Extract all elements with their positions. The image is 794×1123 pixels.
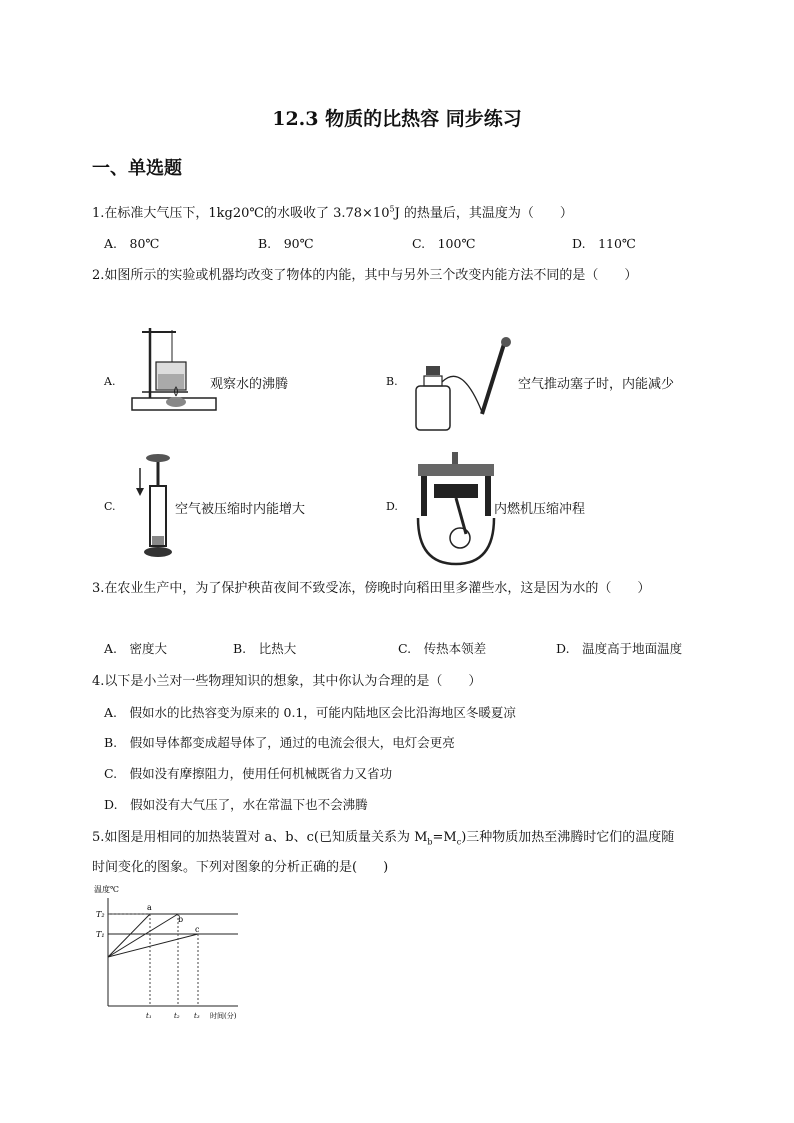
q2-option-d-caption: 内燃机压缩冲程 [494,502,586,517]
q4-option-b[interactable]: B. 假如导体都变成超导体了，通过的电流会很大，电灯会更亮 [104,735,455,750]
q2-option-c-caption: 空气被压缩时内能增大 [175,502,306,517]
q2-option-b-letter[interactable]: B. [386,375,398,388]
q3-option-d[interactable]: D. 温度高于地面温度 [556,641,683,656]
q1-option-b[interactable]: B. 90℃ [258,236,314,251]
q2-option-c-letter[interactable]: C. [104,500,116,513]
q2-option-d-letter[interactable]: D. [386,500,398,513]
boiling-apparatus-icon [128,322,218,414]
question-2-stem: 2.如图所示的实验或机器均改变了物体的内能，其中与另外三个改变内能方法不同的是（ ） [92,268,638,283]
curve-label-b: b [178,915,184,924]
q4-option-d[interactable]: D. 假如没有大气压了，水在常温下也不会沸腾 [104,797,368,812]
bottle-pump-icon [412,334,522,434]
graph-x-axis-label: 时间(分) [210,1012,237,1020]
q2-option-a-letter[interactable]: A. [104,375,116,388]
x-tick-t2: t₂ [174,1012,180,1020]
x-tick-t3: t₃ [194,1012,200,1020]
q4-option-a[interactable]: A. 假如水的比热容变为原来的 0.1，可能内陆地区会比沿海地区冬暖夏凉 [104,705,516,720]
question-4-stem: 4.以下是小兰对一些物理知识的想象，其中你认为合理的是（ ） [92,674,482,689]
curve-label-a: a [147,903,152,912]
question-1-stem [92,202,573,221]
compression-cylinder-icon [130,452,174,564]
q3-option-a[interactable]: A. 密度大 [104,641,168,656]
q3-option-b[interactable]: B. 比热大 [233,641,297,656]
section-heading: 一、单选题 [92,158,182,179]
q2-option-a-caption: 观察水的沸腾 [210,377,289,392]
x-tick-t1: t₁ [146,1012,152,1020]
curve-label-c: c [195,925,200,934]
q1-option-a[interactable]: A. 80℃ [104,236,160,251]
question-5-stem-line-1: 5.如图是用相同的加热装置对 a、b、c(已知质量关系为 $M_b=M_c$)三种物质加热至沸腾时它们的温度随 [92,830,675,847]
q1-stem-text: 1.在标准大气压下，1kg20℃的水吸收了 3.78×10 [92,206,390,221]
q1-stem-text-end: J 的热量后，其温度为（ ） [394,206,573,221]
y-tick-t1: T₁ [96,930,105,939]
engine-cylinder-icon [410,448,502,568]
q2-option-b-caption: 空气推动塞子时，内能减少 [518,377,675,392]
y-tick-t2: T₂ [96,910,105,919]
question-5-stem-line-2: 时间变化的图象。下列对图象的分析正确的是( ) [92,860,389,875]
q1-option-d[interactable]: D. 110℃ [572,236,636,251]
q4-option-c[interactable]: C. 假如没有摩擦阻力，使用任何机械既省力又省功 [104,766,393,781]
curve-c [108,934,198,957]
question-3-stem: 3.在农业生产中，为了保护秧苗夜间不致受冻，傍晚时向稻田里多灌些水，这是因为水的（ ） [92,581,651,596]
q1-option-c[interactable]: C. 100℃ [412,236,476,251]
curve-b [108,914,178,957]
graph-y-axis-label: 温度℃ [94,885,119,894]
q3-option-c[interactable]: C. 传热本领差 [398,641,487,656]
temperature-time-graph [94,884,244,1024]
q1-exponent: 5 [389,204,395,214]
page-title: 12.3 物质的比热容 同步练习 [272,108,522,130]
